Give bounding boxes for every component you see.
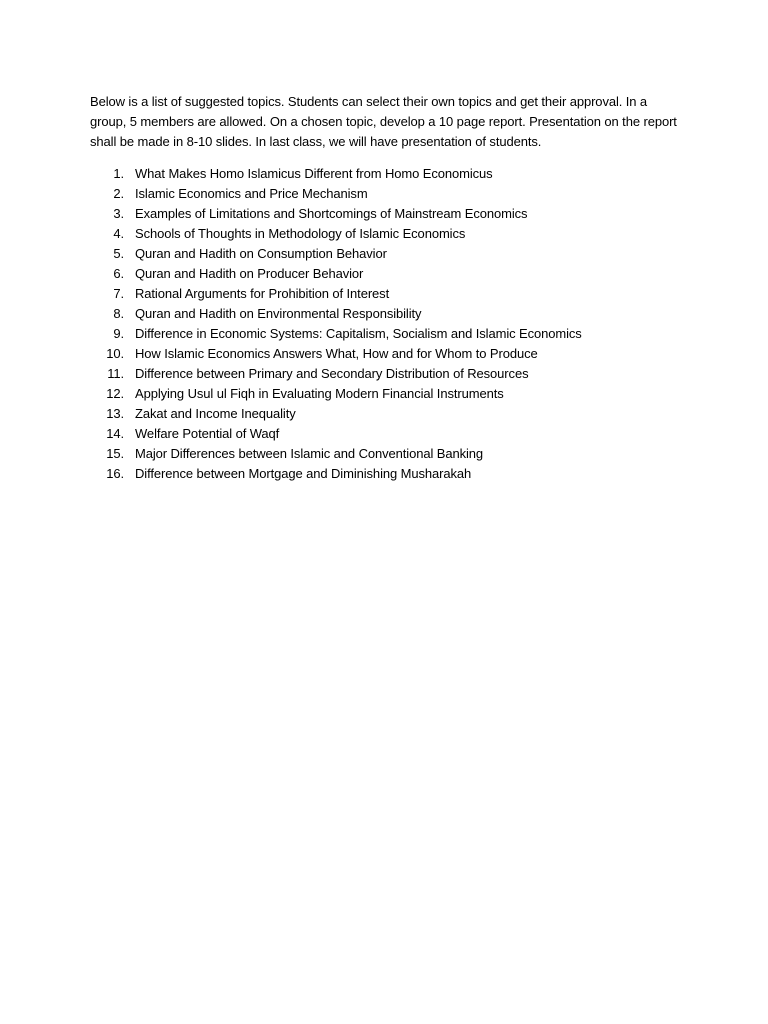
list-item: [90, 364, 690, 384]
list-item-text: Rational Arguments for Prohibition of Interest: [135, 286, 390, 301]
list-item-text: Welfare Potential of Waqf: [135, 426, 280, 441]
list-item-text: Zakat and Income Inequality: [135, 406, 296, 421]
intro-paragraph: [90, 92, 690, 152]
list-item-number: 7.: [113, 286, 124, 301]
list-item-text: Examples of Limitations and Shortcomings of Mainstream Economics: [135, 206, 528, 221]
list-item: [90, 404, 690, 424]
list-item-text: Major Differences between Islamic and Conventional Banking: [135, 446, 484, 461]
list-item-text: Schools of Thoughts in Methodology of Islamic Economics: [135, 226, 466, 241]
intro-line: Below is a list of suggested topics. Students can select their own topics and get their approval. In a: [90, 94, 648, 109]
list-item: [90, 424, 690, 444]
list-item: [90, 444, 690, 464]
topic-list: [90, 164, 690, 484]
list-item-text: Quran and Hadith on Consumption Behavior: [135, 246, 387, 261]
list-item-number: 10.: [106, 346, 124, 361]
list-item-text: How Islamic Economics Answers What, How and for Whom to Produce: [135, 346, 538, 361]
list-item-number: 4.: [113, 226, 124, 241]
list-item-number: 15.: [106, 446, 124, 461]
list-item: [90, 304, 690, 324]
list-item-number: 5.: [113, 246, 124, 261]
intro-line: shall be made in 8-10 slides. In last class, we will have presentation of students.: [90, 134, 542, 149]
list-item: [90, 164, 690, 184]
list-item-text: Quran and Hadith on Environmental Responsibility: [135, 306, 422, 321]
list-item: [90, 384, 690, 404]
list-item: [90, 204, 690, 224]
list-item-number: 2.: [113, 186, 124, 201]
list-item-number: 8.: [113, 306, 124, 321]
list-item-text: Difference in Economic Systems: Capitalism, Socialism and Islamic Economics: [135, 326, 582, 341]
list-item: [90, 324, 690, 344]
intro-line: group, 5 members are allowed. On a chosen topic, develop a 10 page report. Presentation on the report: [90, 114, 677, 129]
list-item: [90, 264, 690, 284]
list-item-number: 9.: [113, 326, 124, 341]
list-item: [90, 344, 690, 364]
list-item-text: Quran and Hadith on Producer Behavior: [135, 266, 364, 281]
list-item: [90, 184, 690, 204]
list-item-number: 6.: [113, 266, 124, 281]
list-item-number: 3.: [113, 206, 124, 221]
list-item-text: Difference between Primary and Secondary Distribution of Resources: [135, 366, 529, 381]
list-item: [90, 464, 690, 484]
list-item-number: 12.: [106, 386, 124, 401]
list-item-number: 1.: [113, 166, 124, 181]
list-item-number: 16.: [106, 466, 124, 481]
list-item: [90, 284, 690, 304]
list-item-text: Applying Usul ul Fiqh in Evaluating Modern Financial Instruments: [135, 386, 504, 401]
list-item: [90, 224, 690, 244]
list-item-number: 13.: [106, 406, 124, 421]
list-item-number: 11.: [107, 366, 124, 381]
list-item-text: Difference between Mortgage and Diminishing Musharakah: [135, 466, 472, 481]
list-item-text: What Makes Homo Islamicus Different from Homo Economicus: [135, 166, 493, 181]
list-item-text: Islamic Economics and Price Mechanism: [135, 186, 368, 201]
list-item-number: 14.: [106, 426, 124, 441]
list-item: [90, 244, 690, 264]
